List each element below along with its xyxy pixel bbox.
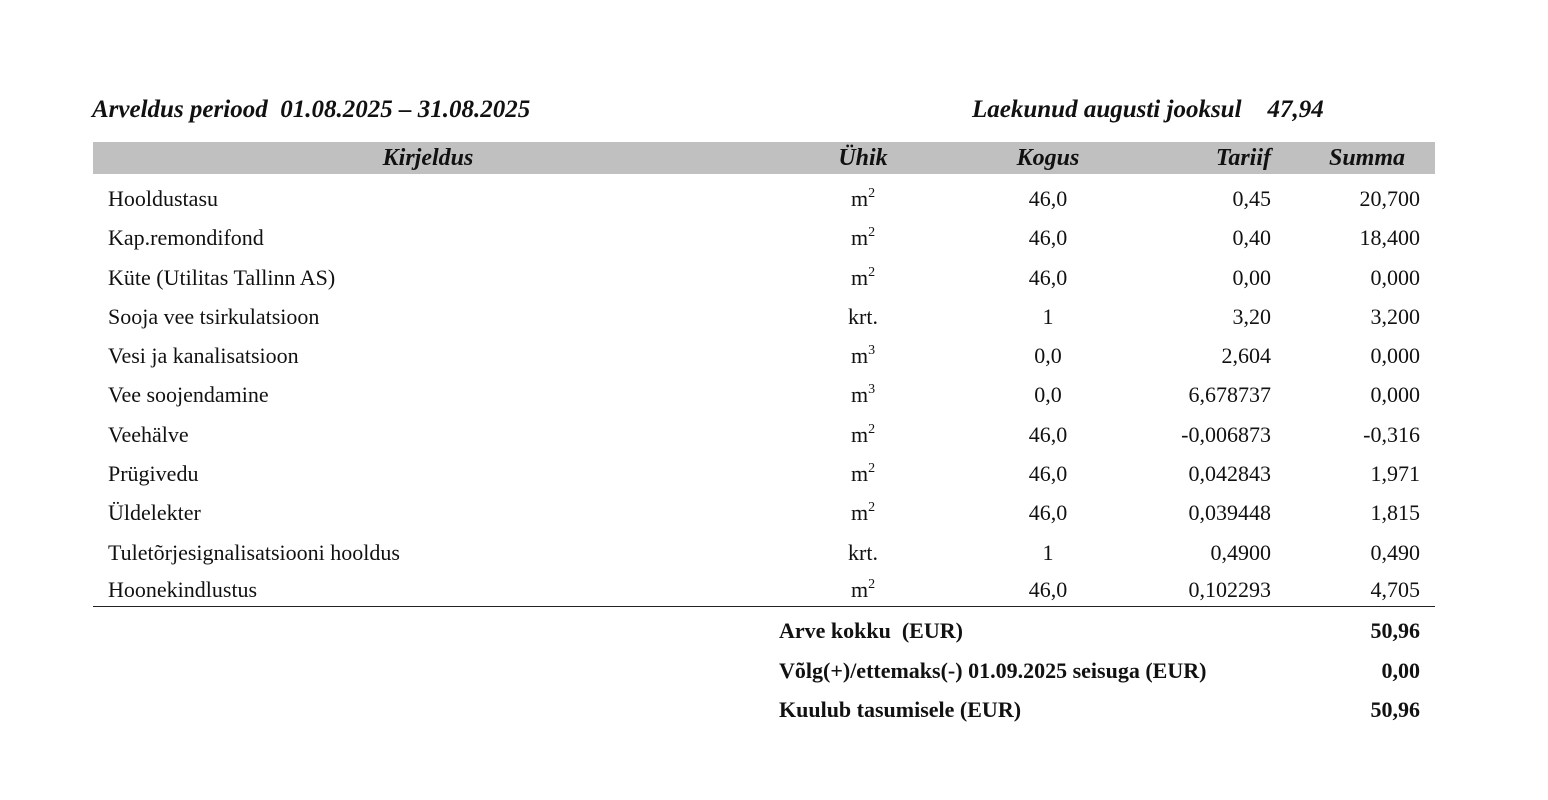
total-row-debt-prepayment: [0, 658, 1548, 698]
row-unit: $m^2$: [850, 264, 876, 290]
row-unit: krt.: [848, 539, 878, 565]
total-label: Kuulub tasumisele (EUR): [779, 697, 1022, 722]
table-body: [93, 174, 1435, 604]
row-rate: 0,40: [1232, 225, 1271, 251]
received-label: Laekunud augusti jooksul: [972, 96, 1242, 123]
row-description: Küte (Utilitas Tallinn AS): [108, 264, 336, 290]
row-quantity: 46,0: [1028, 186, 1068, 211]
row-rate: 6,678737: [1188, 382, 1271, 408]
row-sum: 1,815: [1370, 500, 1420, 526]
table-row: [93, 410, 1435, 449]
row-quantity: 46,0: [1028, 225, 1068, 251]
row-unit: krt.: [848, 303, 878, 329]
row-quantity: 46,0: [1028, 421, 1068, 447]
total-value: 50,96: [1370, 618, 1420, 643]
row-description: Vesi ja kanalisatsioon: [108, 343, 299, 369]
column-header-rate: Tariif: [1215, 145, 1271, 171]
row-unit: $m^2$: [850, 500, 876, 526]
row-sum: 3,200: [1370, 303, 1420, 329]
row-sum: 0,000: [1370, 382, 1420, 408]
billing-period: Arveldus periood 01.08.2025 – 31.08.2025: [92, 96, 531, 123]
table-row: [93, 253, 1435, 292]
row-description: Vee soojendamine: [108, 382, 269, 408]
invoice-table: [93, 142, 1435, 604]
row-quantity: 0,0: [1034, 343, 1062, 369]
row-quantity: 46,0: [1028, 576, 1068, 602]
table-row: [93, 449, 1435, 488]
row-quantity: 1: [1042, 303, 1054, 329]
row-rate: 0,45: [1232, 186, 1271, 211]
total-label: Arve kokku (EUR): [779, 618, 963, 643]
table-row: [93, 292, 1435, 331]
row-rate: 0,4900: [1210, 539, 1271, 565]
table-row: [93, 174, 1435, 213]
row-rate: 0,00: [1232, 264, 1271, 290]
row-sum: -0,316: [1363, 421, 1420, 447]
row-description: Hooldustasu: [108, 186, 218, 211]
row-quantity: 0,0: [1034, 382, 1062, 408]
row-unit: $m^2$: [850, 186, 876, 211]
column-header-description: Kirjeldus: [382, 145, 474, 171]
row-rate: 0,102293: [1188, 576, 1271, 602]
row-description: Veehälve: [108, 421, 189, 447]
total-label: Võlg(+)/ettemaks(-) 01.09.2025 seisuga (EUR): [779, 657, 1207, 683]
row-sum: 1,971: [1370, 461, 1420, 487]
row-description: Kap.remondifond: [108, 225, 264, 251]
column-header-sum: Summa: [1328, 145, 1405, 171]
table-row: [93, 565, 1435, 604]
row-quantity: 46,0: [1028, 461, 1068, 487]
row-rate: -0,006873: [1181, 421, 1271, 447]
row-unit: $m^2$: [850, 421, 876, 447]
received-amount: 47,94: [1267, 96, 1324, 123]
received-during-month: [972, 96, 1324, 124]
row-unit: $m^2$: [850, 225, 876, 251]
table-row: [93, 488, 1435, 527]
total-row-invoice: [0, 618, 1548, 658]
row-quantity: 46,0: [1028, 500, 1068, 526]
row-rate: 0,039448: [1188, 500, 1271, 526]
row-description: Prügivedu: [108, 461, 199, 487]
table-row: [93, 213, 1435, 252]
row-description: Tuletõrjesignalisatsiooni hooldus: [108, 539, 400, 565]
row-rate: 0,042843: [1188, 461, 1271, 487]
row-sum: 20,700: [1359, 186, 1420, 211]
total-row-amount-due: [0, 697, 1548, 737]
total-value: 0,00: [1381, 657, 1420, 683]
row-description: Sooja vee tsirkulatsioon: [108, 303, 320, 329]
row-sum: 18,400: [1359, 225, 1420, 251]
row-quantity: 1: [1042, 539, 1054, 565]
row-sum: 0,490: [1370, 539, 1420, 565]
row-description: Hoonekindlustus: [108, 576, 258, 602]
row-unit: $m^2$: [850, 461, 876, 487]
row-sum: 0,000: [1370, 343, 1420, 369]
table-row: [93, 370, 1435, 409]
total-value: 50,96: [1370, 697, 1420, 722]
row-rate: 2,604: [1221, 343, 1271, 369]
row-sum: 0,000: [1370, 264, 1420, 290]
table-row: [93, 331, 1435, 370]
row-quantity: 46,0: [1028, 264, 1068, 290]
row-unit: $m^3$: [850, 382, 876, 408]
row-rate: 3,20: [1232, 303, 1271, 329]
table-header: [93, 142, 1435, 174]
column-header-unit: Ühik: [838, 145, 888, 171]
row-description: Üldelekter: [108, 500, 201, 526]
row-sum: 4,705: [1370, 576, 1420, 602]
totals-section: [0, 618, 1548, 737]
column-header-quantity: Kogus: [1016, 145, 1080, 171]
table-bottom-divider: [93, 606, 1435, 607]
table-row: [93, 528, 1435, 565]
row-unit: $m^3$: [850, 343, 876, 369]
row-unit: $m^2$: [850, 576, 876, 602]
